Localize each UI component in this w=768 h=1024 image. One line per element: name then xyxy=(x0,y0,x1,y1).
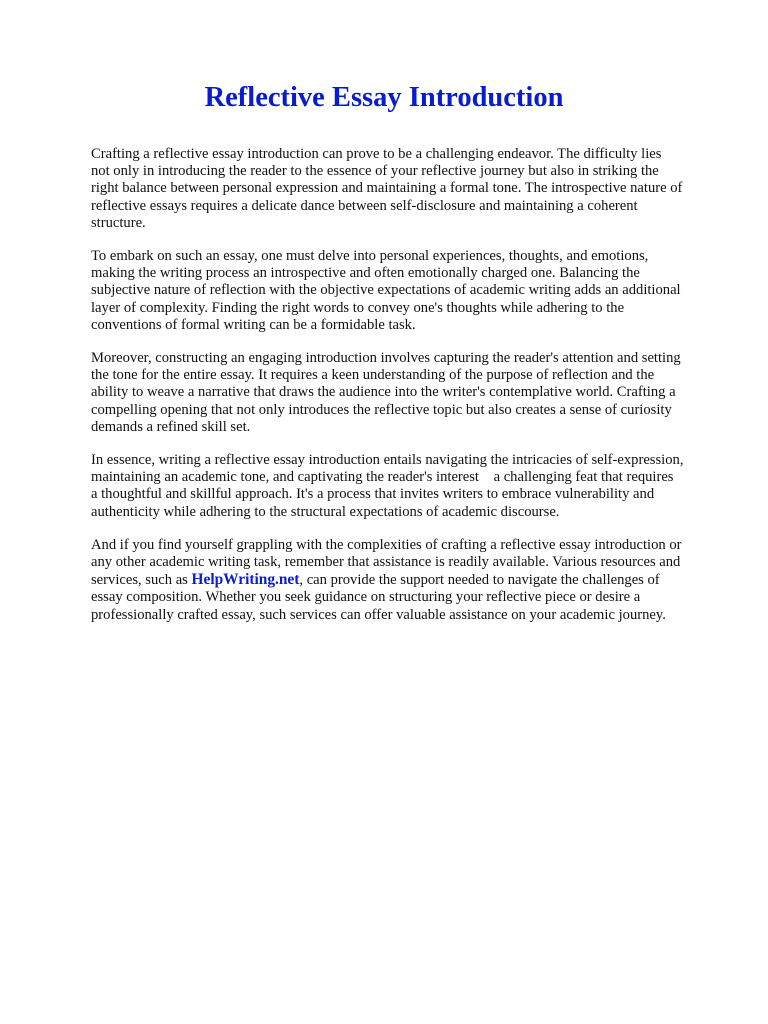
text-line: not only in introducing the reader to the essence of your reflective journey but also in striking the xyxy=(91,163,659,180)
paragraph-1 xyxy=(91,146,731,232)
text-line-with-link xyxy=(91,571,731,589)
text-line: right balance between personal expression and maintaining a formal tone. The introspective nature of xyxy=(91,180,683,197)
text-line: conventions of formal writing can be a formidable task. xyxy=(91,316,416,333)
text-line: structure. xyxy=(91,214,146,231)
text-line: ability to weave a narrative that draws the audience into the writer's contemplative world. Crafting a xyxy=(91,384,676,401)
text-line: a thoughtful and skillful approach. It's a process that invites writers to embrace vulnerability and xyxy=(91,486,655,503)
paragraph-5 xyxy=(91,537,731,624)
text-line: making the writing process an introspective and often emotionally charged one. Balancing the xyxy=(91,265,640,282)
paragraph-2 xyxy=(91,248,731,334)
text-line: To embark on such an essay, one must delve into personal experiences, thoughts, and emotions, xyxy=(91,248,649,265)
text-line: demands a refined skill set. xyxy=(91,418,251,435)
text-line: essay composition. Whether you seek guidance on structuring your reflective piece or desire a xyxy=(91,589,641,606)
text-line: reflective essays requires a delicate dance between self-disclosure and maintaining a coherent xyxy=(91,197,638,214)
text-line: Moreover, constructing an engaging introduction involves capturing the reader's attention and setting xyxy=(91,350,681,367)
document-title: Reflective Essay Introduction xyxy=(204,82,564,113)
text-line: any other academic writing task, remember that assistance is readily available. Various resources and xyxy=(91,554,681,571)
text-line: And if you find yourself grappling with the complexities of crafting a reflective essay introduction or xyxy=(91,536,682,553)
text-line: professionally crafted essay, such services can offer valuable assistance on your academic journey. xyxy=(91,606,666,623)
text-line: Crafting a reflective essay introduction can prove to be a challenging endeavor. The difficulty lies xyxy=(91,146,662,162)
text-line: the tone for the entire essay. It requires a keen understanding of the purpose of reflection and the xyxy=(91,367,655,384)
text-line: authenticity while adhering to the structural expectations of academic discourse. xyxy=(91,503,560,520)
text-line: subjective nature of reflection with the objective expectations of academic writing adds an additional xyxy=(91,282,681,299)
paragraph-3 xyxy=(91,350,731,436)
paragraph-4 xyxy=(91,452,731,521)
text-line: compelling opening that not only introduces the reflective topic but also creates a sense of curiosity xyxy=(91,401,672,418)
document-body xyxy=(91,146,731,640)
link-line-after: , can provide the support needed to navigate the challenges of xyxy=(299,572,660,589)
text-line: maintaining an academic tone, and captivating the reader's interest a challenging feat that requires xyxy=(91,469,674,486)
link-line-before: services, such as xyxy=(91,572,192,589)
text-line: layer of complexity. Finding the right words to convey one's thoughts while adhering to the xyxy=(91,299,625,316)
text-line: In essence, writing a reflective essay introduction entails navigating the intricacies of self-expression, xyxy=(91,452,684,469)
helpwriting-link[interactable]: HelpWriting.net xyxy=(191,571,300,589)
